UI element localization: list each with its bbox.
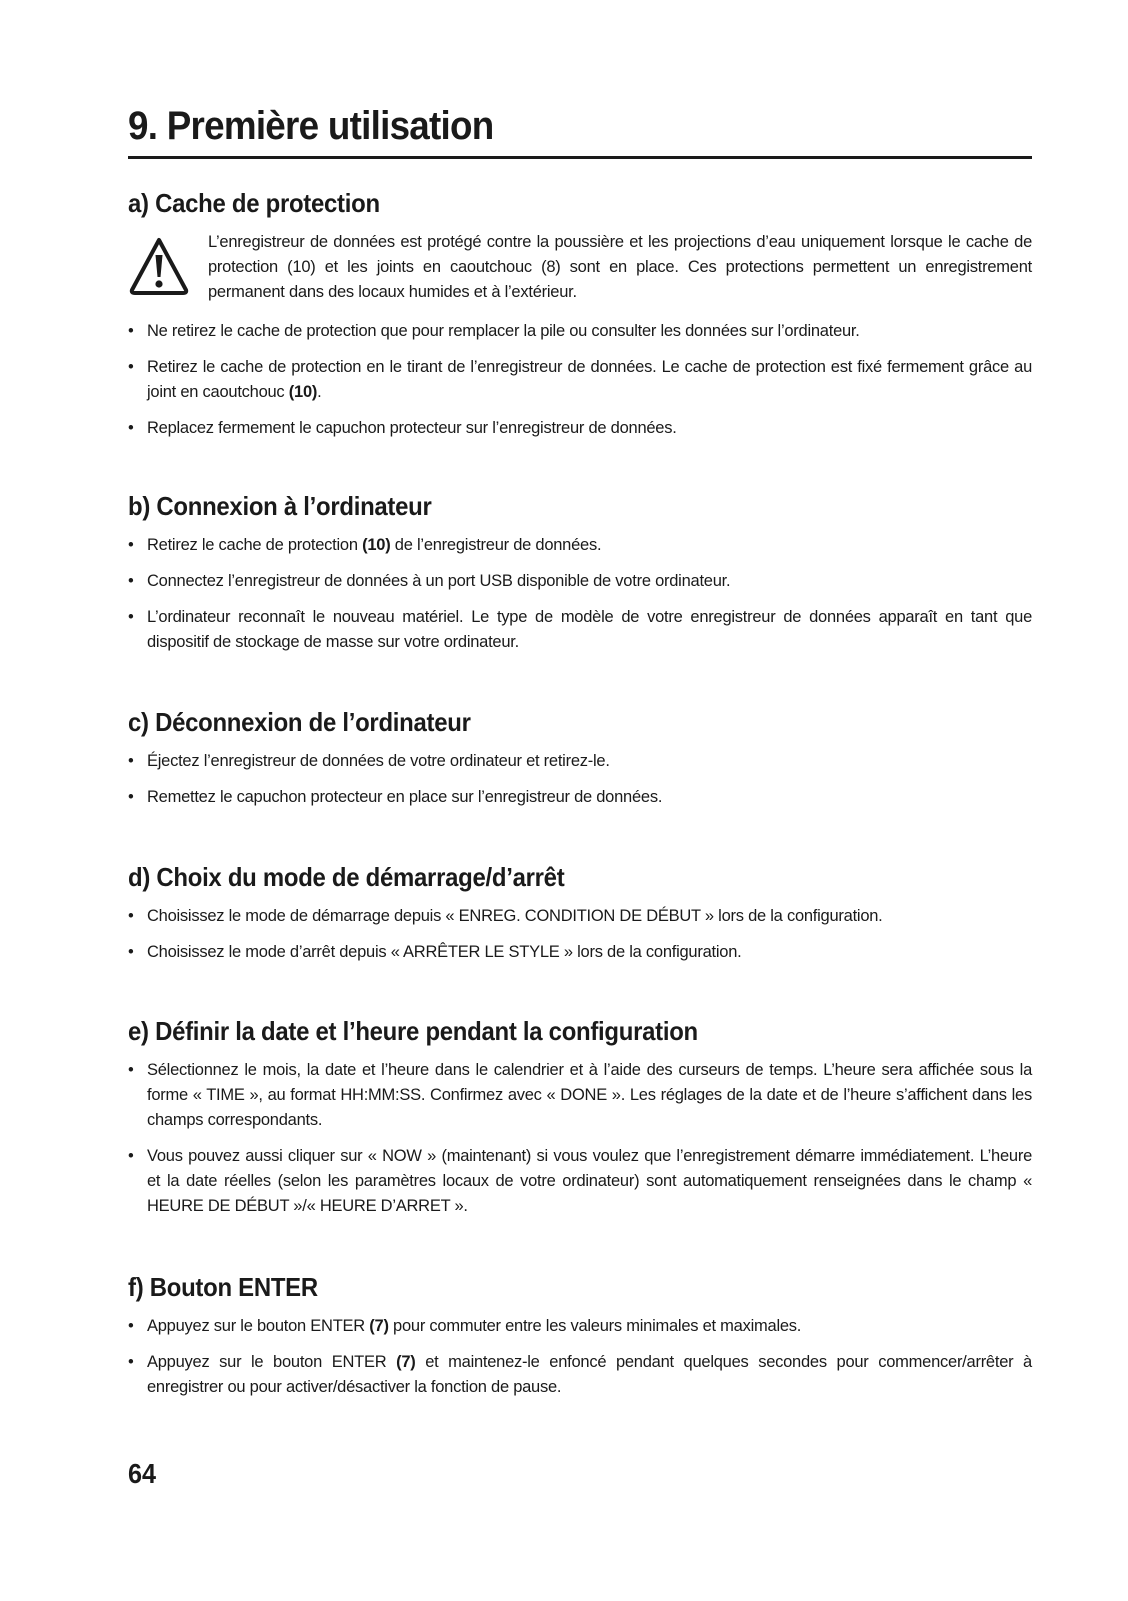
- page-number: 64: [128, 1458, 157, 1489]
- list-item: • Appuyez sur le bouton ENTER (7) et maintenez-le enfoncé pendant quelques secondes pour commencer/arrêter à enregistrer ou pour activer/désactiver la fonction de pause.: [128, 1350, 1032, 1400]
- bullet-list: [128, 1058, 1032, 1219]
- list-item: • Retirez le cache de protection en le tirant de l’enregistreur de données. Le cache de protection est fixé fermement grâce au joint en caoutchouc (10).: [128, 355, 1032, 405]
- list-item: • Choisissez le mode de démarrage depuis « ENREG. CONDITION DE DÉBUT » lors de la configuration.: [128, 904, 1032, 929]
- list-item: • Remettez le capuchon protecteur en place sur l’enregistreur de données.: [128, 785, 1032, 810]
- section-heading: a) Cache de protection: [128, 188, 380, 218]
- chapter-title: 9. Première utilisation: [128, 104, 494, 148]
- section-heading: f) Bouton ENTER: [128, 1272, 318, 1302]
- section-bouton-enter: [128, 1270, 1032, 1411]
- bullet-list: [128, 904, 1032, 965]
- section-mode-demarrage-arret: [128, 860, 1032, 976]
- section-heading: d) Choix du mode de démarrage/d’arrêt: [128, 862, 565, 892]
- list-item: • L’ordinateur reconnaît le nouveau matériel. Le type de modèle de votre enregistreur de données apparaît en tant que dispositif de stockage de masse sur votre ordinateur.: [128, 605, 1032, 655]
- list-item: • Appuyez sur le bouton ENTER (7) pour commuter entre les valeurs minimales et maximales.: [128, 1314, 1032, 1339]
- list-item: • Choisissez le mode d’arrêt depuis « ARRÊTER LE STYLE » lors de la configuration.: [128, 940, 1032, 965]
- section-connexion-ordinateur: [128, 489, 1032, 666]
- list-item: • Sélectionnez le mois, la date et l’heure dans le calendrier et à l’aide des curseurs de temps. L’heure sera affichée sous la forme « TIME », au format HH:MM:SS. Confirmez avec « DONE ». Les réglages de la date et de l’heure s’affichent dans les champs correspondants.: [128, 1058, 1032, 1133]
- section-date-heure: [128, 1014, 1032, 1230]
- section-heading: e) Définir la date et l’heure pendant la configuration: [128, 1016, 698, 1046]
- warning-triangle-icon: [128, 236, 190, 296]
- bullet-list: [128, 749, 1032, 810]
- list-item: • Connectez l’enregistreur de données à un port USB disponible de votre ordinateur.: [128, 569, 1032, 594]
- section-deconnexion-ordinateur: [128, 705, 1032, 821]
- section-heading: c) Déconnexion de l’ordinateur: [128, 707, 471, 737]
- list-item: • Retirez le cache de protection (10) de l’enregistreur de données.: [128, 533, 1032, 558]
- bullet-list: [128, 533, 1032, 655]
- warning-block: [128, 230, 1032, 305]
- section-heading: b) Connexion à l’ordinateur: [128, 491, 432, 521]
- list-item: • Ne retirez le cache de protection que pour remplacer la pile ou consulter les données sur l’ordinateur.: [128, 319, 1032, 344]
- list-item: • Vous pouvez aussi cliquer sur « NOW » (maintenant) si vous voulez que l’enregistrement démarre immédiatement. L’heure et la date réelles (selon les paramètres locaux de votre ordinateur) sont automatiquement renseignées dans le champ « HEURE DE DÉBUT »/« HEURE D’ARRET ».: [128, 1144, 1032, 1219]
- section-cache-de-protection: [128, 186, 1032, 452]
- list-item: • Replacez fermement le capuchon protecteur sur l’enregistreur de données.: [128, 416, 1032, 441]
- bullet-list: [128, 1314, 1032, 1400]
- list-item: • Éjectez l’enregistreur de données de votre ordinateur et retirez-le.: [128, 749, 1032, 774]
- bullet-list: [128, 319, 1032, 441]
- title-divider: [128, 156, 1032, 159]
- warning-text: L’enregistreur de données est protégé contre la poussière et les projections d’eau uniquement lorsque le cache de protection (10) et les joints en caoutchouc (8) sont en place. Ces protections permettent un enregistrement permanent dans des locaux humides et à l’extérieur.: [208, 233, 1032, 301]
